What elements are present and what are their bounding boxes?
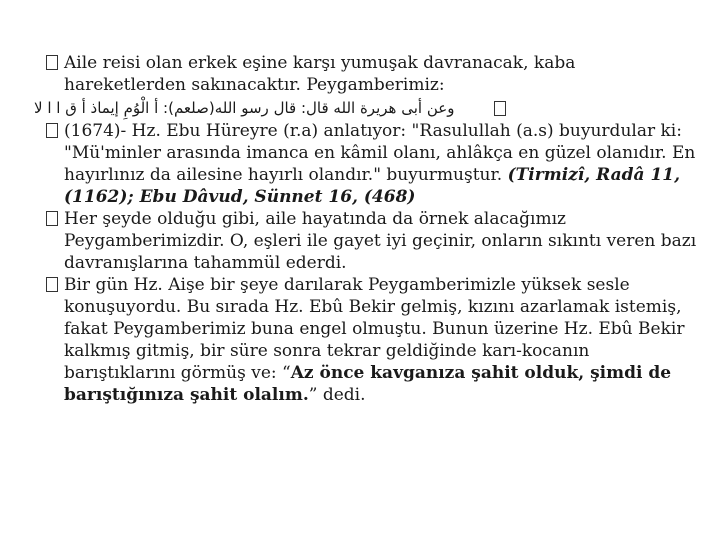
paragraph-aisha-story — [34, 274, 698, 406]
hadith-text: (1674)- Hz. Ebu Hüreyre (r.a) anlatıyor: "Rasulullah (a.s) buyurdular ki: "Mü'minler arasında imanca en kâmil olanı, ahlâkça en güzel olanıdır. En hayırlınız da ailesine hayırlı olandır." buyurmuştur. — [64, 121, 696, 185]
paragraph-husband-conduct — [34, 52, 698, 96]
bullet-box-icon — [494, 101, 506, 116]
story-quote: Az önce kavganıza şahit olduk, şimdi de barıştığınıza şahit olalım. — [64, 363, 672, 405]
bullet-box-icon — [46, 277, 58, 292]
story-text: Bir gün Hz. Aişe bir şeye darılarak Peygamberimizle yüksek sesle konuşuyordu. Bu sırada Hz. Ebû Bekir gelmiş, kızını azarlamak istemiş, fakat Peygamberimiz buna engel olmuştu. Bunun üzerine Hz. Ebû Bekir kalkmış gitmiş, bir süre sonra tekrar geldiğinde karı-kocanın barıştıklarını görmüş ve: “ — [64, 275, 685, 383]
bullet-box-icon — [46, 55, 58, 70]
paragraph-prophet-example — [34, 208, 698, 274]
bullet-box-icon — [46, 123, 58, 138]
paragraph-hadith-translation — [34, 120, 698, 208]
arabic-text: وعن أبى هريرة الله قال: قال رسو الله(صلعم): أ الْوُمِ إيماذ أ ق ا ا لا — [34, 99, 455, 117]
paragraph-text: Her şeyde olduğu gibi, aile hayatında da örnek alacağımız Peygamberimizdir. O, eşleri ile gayet iyi geçinir, onların sıkıntı veren bazı davranışlarına tahammül ederdi. — [64, 209, 697, 273]
arabic-hadith-line — [34, 96, 500, 120]
hadith-reference: (Tirmizî, Radâ 11, (1162); Ebu Dâvud, Sünnet 16, (468) — [64, 165, 681, 207]
paragraph-text: Aile reisi olan erkek eşine karşı yumuşak davranacak, kaba hareketlerden sakınacaktır. Peygamberimiz: — [64, 53, 576, 95]
story-end: ” dedi. — [308, 385, 366, 405]
bullet-box-icon — [46, 211, 58, 226]
